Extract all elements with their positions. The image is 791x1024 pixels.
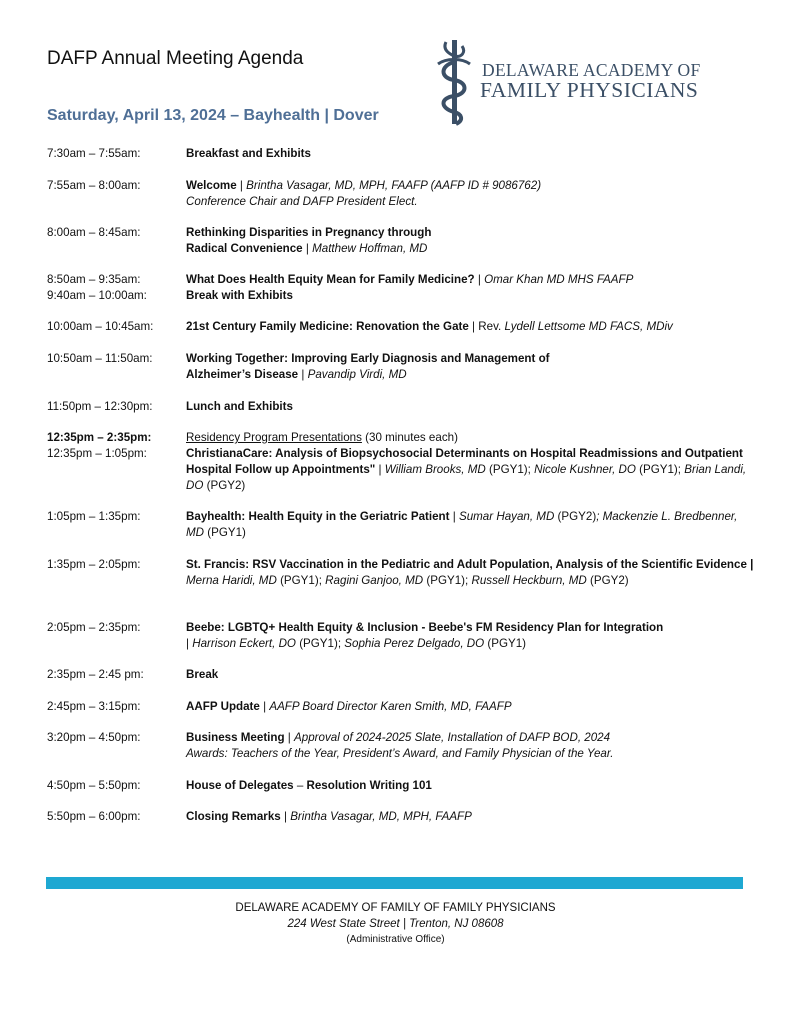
- agenda-time: 4:50pm – 5:50pm:: [47, 779, 141, 792]
- presenter-year: (PGY1);: [295, 637, 345, 650]
- presenter: Sumar Hayan, MD: [458, 510, 555, 523]
- presenter-year: (PGY2): [203, 479, 246, 492]
- agenda-time: 12:35pm – 2:35pm:: [47, 431, 152, 444]
- presenter-year: (PGY1);: [423, 574, 472, 587]
- agenda-speaker: AAFP Board Director Karen Smith, MD, FAAFP: [269, 700, 512, 713]
- agenda-title-cont: Hospital Follow up Appointments": [186, 463, 376, 476]
- agenda-time: 8:50am – 9:35am:: [47, 273, 141, 286]
- agenda-time: 2:35pm – 2:45 pm:: [47, 668, 144, 681]
- presenter: Russell Heckburn, MD: [471, 574, 587, 587]
- agenda-title: ChristianaCare: Analysis of Biopsychosocial Determinants on Hospital Readmissions and Outpatient: [186, 447, 743, 460]
- agenda-speaker: Pavandip Virdi, MD: [307, 368, 407, 381]
- presenter: Merna Haridi, MD: [186, 574, 277, 587]
- agenda-title: Break with Exhibits: [186, 289, 293, 302]
- agenda-title: Breakfast and Exhibits: [186, 147, 311, 160]
- presenter-year: (PGY1);: [635, 463, 685, 476]
- agenda-time: 12:35pm – 1:05pm:: [47, 447, 147, 460]
- agenda-note: Conference Chair and DAFP President Elect.: [186, 195, 418, 208]
- presenter: Sophia Perez Delgado, DO: [344, 637, 485, 650]
- agenda-time: 2:45pm – 3:15pm:: [47, 700, 141, 713]
- separator: |: [302, 242, 313, 255]
- agenda-note: (30 minutes each): [361, 431, 458, 444]
- agenda-time: 8:00am – 8:45am:: [47, 226, 141, 239]
- presenter-year: (PGY1): [484, 637, 527, 650]
- agenda-title: Business Meeting: [186, 731, 285, 744]
- agenda-title-cont: Radical Convenience: [186, 242, 303, 255]
- agenda-speaker: Brintha Vasagar, MD, MPH, FAAFP (AAFP ID # 9086762): [246, 179, 542, 192]
- document-title: DAFP Annual Meeting Agenda: [47, 48, 304, 69]
- agenda-time: 11:50pm – 12:30pm:: [47, 400, 153, 413]
- agenda-title: Bayhealth: Health Equity in the Geriatric Patient: [186, 510, 450, 523]
- separator: |: [474, 273, 485, 286]
- agenda-speaker: Brintha Vasagar, MD, MPH, FAAFP: [290, 810, 472, 823]
- presenter: Nicole Kushner, DO: [534, 463, 636, 476]
- separator: |: [186, 637, 193, 650]
- agenda-detail: Awards: Teachers of the Year, President’s Award, and Family Physician of the Year.: [186, 747, 614, 760]
- agenda-title: Residency Program Presentations: [186, 431, 362, 444]
- separator: |: [259, 700, 270, 713]
- presenter-cont: MD: [186, 526, 205, 539]
- agenda-title: AAFP Update: [186, 700, 260, 713]
- logo-text-line2: FAMILY PHYSICIANS: [480, 78, 699, 102]
- presenter: Ragini Ganjoo, MD: [325, 574, 424, 587]
- separator: |: [298, 368, 308, 381]
- presenter-year: (PGY1);: [276, 574, 326, 587]
- agenda-time: 10:50am – 11:50am:: [47, 352, 153, 365]
- separator: |: [375, 463, 385, 476]
- presenter: Harrison Eckert, DO: [192, 637, 296, 650]
- separator: –: [293, 779, 307, 792]
- presenter-year: (PGY1): [204, 526, 246, 539]
- agenda-title: Lunch and Exhibits: [186, 400, 293, 413]
- agenda-detail: Approval of 2024-2025 Slate, Installation of DAFP BOD, 2024: [294, 731, 611, 744]
- presenter: Brian Landi,: [684, 463, 747, 476]
- agenda-time: 9:40am – 10:00am:: [47, 289, 147, 302]
- agenda-time: 1:05pm – 1:35pm:: [47, 510, 141, 523]
- agenda-title: Rethinking Disparities in Pregnancy through: [186, 226, 432, 239]
- agenda-title: 21st Century Family Medicine: Renovation the Gate: [186, 320, 469, 333]
- footer-office-note: (Administrative Office): [346, 934, 445, 945]
- presenter-year: (PGY2): [586, 574, 629, 587]
- presenter: William Brooks, MD: [384, 463, 486, 476]
- agenda-time: 5:50pm – 6:00pm:: [47, 810, 141, 823]
- event-date-location: Saturday, April 13, 2024 – Bayhealth | Dover: [47, 107, 379, 124]
- separator: |: [284, 731, 295, 744]
- agenda-title: Closing Remarks: [186, 810, 281, 823]
- footer-organization: DELAWARE ACADEMY OF FAMILY OF FAMILY PHYSICIANS: [235, 902, 556, 914]
- agenda-title-cont: Alzheimer’s Disease: [186, 368, 299, 381]
- footer-divider-bar: [46, 877, 743, 889]
- agenda-time: 3:20pm – 4:50pm:: [47, 731, 141, 744]
- agenda-title: Beebe: LGBTQ+ Health Equity & Inclusion - Beebe's FM Residency Plan for Integration: [186, 621, 664, 634]
- separator: |: [280, 810, 291, 823]
- agenda-speaker: Omar Khan MD MHS FAAFP: [484, 273, 634, 286]
- agenda-title: Welcome: [186, 179, 237, 192]
- logo-text-line1: DELAWARE ACADEMY OF: [482, 60, 701, 80]
- agenda-title: St. Francis: RSV Vaccination in the Pediatric and Adult Population, Analysis of the Scientific Evidence |: [186, 558, 754, 571]
- separator: |: [236, 179, 247, 192]
- agenda-speaker: Lydell Lettsome MD FACS, MDiv: [504, 320, 673, 333]
- agenda-time: 7:30am – 7:55am:: [47, 147, 141, 160]
- agenda-title: Break: [186, 668, 219, 681]
- agenda-title: Working Together: Improving Early Diagnosis and Management of: [186, 352, 550, 365]
- agenda-title: House of Delegates: [186, 779, 294, 792]
- agenda-time: 1:35pm – 2:05pm:: [47, 558, 141, 571]
- agenda-speaker: Matthew Hoffman, MD: [312, 242, 428, 255]
- presenter-year: (PGY2): [554, 510, 597, 523]
- agenda-time: 10:00am – 10:45am:: [47, 320, 154, 333]
- separator: | Rev.: [468, 320, 505, 333]
- agenda-title: What Does Health Equity Mean for Family Medicine?: [186, 273, 475, 286]
- presenter-year: (PGY1);: [485, 463, 535, 476]
- footer-address: 224 West State Street | Trenton, NJ 08608: [287, 918, 504, 930]
- presenter: ; Mackenzie L. Bredbenner,: [596, 510, 738, 523]
- agenda-time: 2:05pm – 2:35pm:: [47, 621, 141, 634]
- academy-logo: [432, 36, 702, 128]
- agenda-time: 7:55am – 8:00am:: [47, 179, 141, 192]
- separator: |: [449, 510, 459, 523]
- presenter-cont: DO: [186, 479, 204, 492]
- caduceus-icon: [432, 36, 476, 128]
- agenda-title-cont: Resolution Writing 101: [306, 779, 432, 792]
